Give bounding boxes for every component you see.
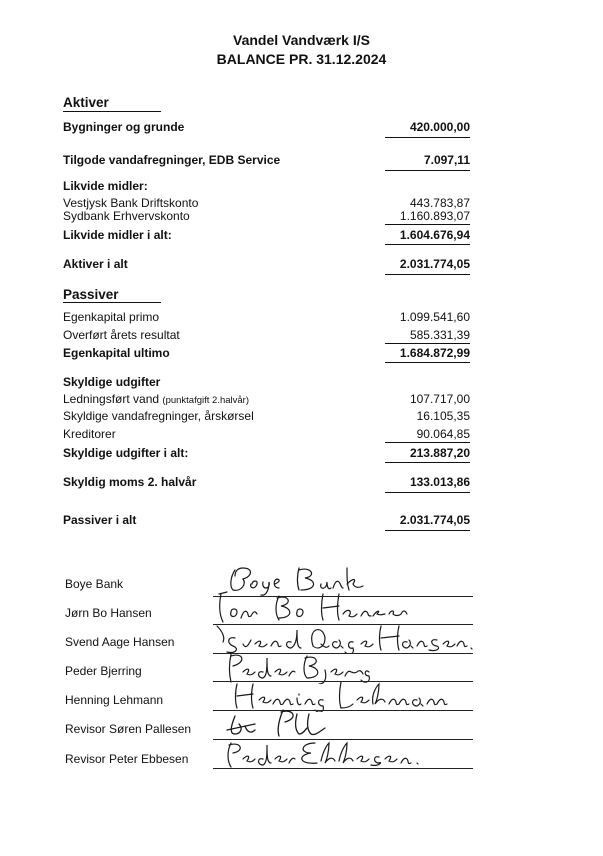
vestjysk-value: 443.783,87	[409, 196, 470, 210]
tilgode-label: Tilgode vandafregninger, EDB Service	[63, 153, 281, 167]
signatory-name: Jørn Bo Hansen	[65, 606, 152, 620]
ledning-label-text: Ledningsført vand	[63, 392, 160, 406]
egenkapital-primo-label: Egenkapital primo	[63, 310, 160, 324]
signatory-name: Svend Aage Hansen	[65, 635, 175, 649]
balance-title: BALANCE PR. 31.12.2024	[216, 51, 387, 67]
vandafregninger-value: 16.105,35	[416, 409, 470, 423]
handwritten-signature	[213, 620, 473, 654]
aktiver-heading-underline	[63, 111, 161, 112]
kreditorer-rule	[385, 442, 470, 443]
signatory-name: Boye Bank	[65, 577, 124, 591]
resultat-label: Overført årets resultat	[63, 328, 180, 342]
aktiver-total-label: Aktiver i alt	[63, 257, 128, 271]
signature-line	[213, 768, 473, 769]
likvide-total-value: 1.604.676,94	[399, 228, 470, 242]
skyldige-total-label: Skyldige udgifter i alt:	[63, 446, 189, 460]
likvide-total-label: Likvide midler i alt:	[63, 228, 172, 242]
aktiver-total-rule	[385, 274, 470, 275]
aktiver-total-value: 2.031.774,05	[399, 257, 470, 271]
moms-label: Skyldig moms 2. halvår	[63, 475, 197, 489]
sydbank-label: Sydbank Erhvervskonto	[63, 209, 190, 223]
resultat-value: 585.331,39	[409, 328, 470, 342]
kreditorer-label: Kreditorer	[63, 427, 116, 441]
likvide-heading: Likvide midler:	[63, 179, 148, 193]
ledning-label	[63, 392, 249, 406]
skyldige-total-value: 213.887,20	[409, 446, 470, 460]
skyldige-heading: Skyldige udgifter	[63, 375, 161, 389]
passiver-total-label: Passiver i alt	[63, 513, 137, 527]
bygninger-value: 420.000,00	[409, 120, 470, 134]
handwritten-signature	[213, 735, 473, 769]
passiver-heading: Passiver	[63, 287, 119, 302]
ledning-note: (punktafgift 2.halvår)	[162, 395, 250, 406]
egenkapital-primo-value: 1.099.541,60	[399, 310, 470, 324]
tilgode-rule	[385, 170, 470, 171]
aktiver-heading: Aktiver	[63, 95, 109, 110]
likvide-total-rule	[385, 244, 470, 245]
passiver-total-rule	[385, 530, 470, 531]
kreditorer-value: 90.064,85	[416, 427, 470, 441]
signatory-name: Peder Bjerring	[65, 664, 142, 678]
handwritten-signature	[213, 590, 473, 624]
egenkapital-ultimo-value: 1.684.872,99	[399, 346, 470, 360]
signatory-name: Revisor Peter Ebbesen	[65, 752, 189, 766]
vestjysk-label: Vestjysk Bank Driftskonto	[63, 196, 199, 210]
egenkapital-ultimo-label: Egenkapital ultimo	[63, 346, 170, 360]
ledning-value: 107.717,00	[409, 392, 470, 406]
signatory-name: Henning Lehmann	[65, 693, 164, 707]
sydbank-value: 1.160.893,07	[399, 209, 470, 223]
signatory-name: Revisor Søren Pallesen	[65, 722, 192, 736]
bygninger-rule	[385, 137, 470, 138]
bygninger-label: Bygninger og grunde	[63, 120, 185, 134]
sydbank-rule	[385, 224, 470, 225]
resultat-rule	[385, 343, 470, 344]
moms-rule	[385, 492, 470, 493]
passiver-total-value: 2.031.774,05	[399, 513, 470, 527]
passiver-heading-underline	[63, 302, 161, 303]
vandafregninger-label: Skyldige vandafregninger, årskørsel	[63, 409, 254, 423]
egenkapital-ultimo-rule	[385, 362, 470, 363]
skyldige-total-rule	[385, 462, 470, 463]
tilgode-value: 7.097,11	[423, 153, 470, 167]
company-name: Vandel Vandværk I/S	[233, 32, 370, 48]
moms-value: 133.013,86	[409, 475, 470, 489]
